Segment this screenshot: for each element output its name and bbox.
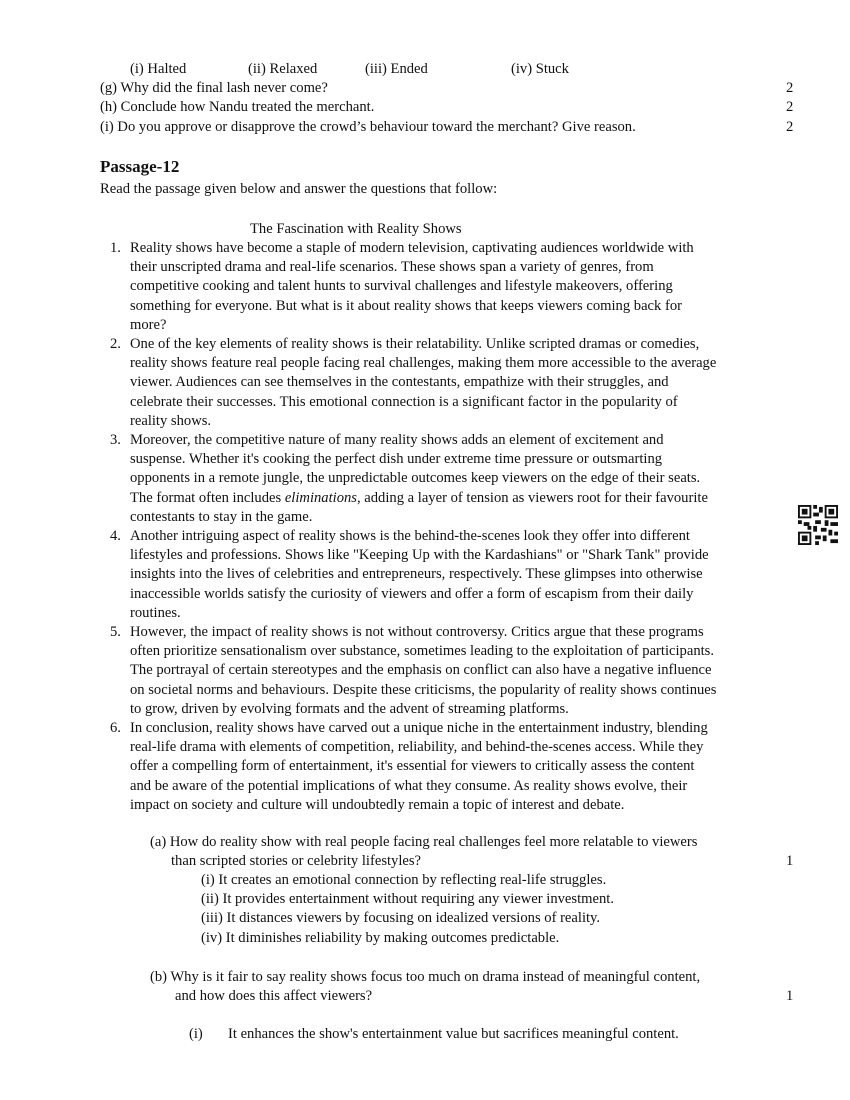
question-g-marks: 2 xyxy=(786,80,794,96)
paragraph-line: impact on society and culture will undoubtedly remain a topic of interest and debate. xyxy=(130,796,625,813)
paragraph-line: celebrate their successes. This emotional connection is a significant factor in the popularity of xyxy=(130,393,678,410)
paragraph-number: 4. xyxy=(110,528,121,544)
question-i: (i) Do you approve or disapprove the crowd’s behaviour toward the merchant? Give reason. xyxy=(100,119,636,135)
paragraph-line: opponents in a remote jungle, the unpredictable outcomes keep viewers on the edge of their seats. xyxy=(130,470,701,487)
paragraph-line: often prioritize sensationalism over substance, sometimes leading to the exploitation of participants. xyxy=(130,643,715,660)
paragraph-line: Reality shows have become a staple of modern television, captivating audiences worldwide with xyxy=(130,240,694,256)
question-b-option-1: It enhances the show's entertainment value but sacrifices meaningful content. xyxy=(228,1026,679,1042)
paragraph-2 xyxy=(110,335,802,431)
passage-title: The Fascination with Reality Shows xyxy=(250,221,462,237)
paragraph-line: suspense. Whether it's cooking the perfect dish under extreme time pressure or outsmarting xyxy=(130,451,663,468)
paragraph-line: something for everyone. But what is it about reality shows that keeps viewers coming back for xyxy=(130,297,682,314)
question-h-marks: 2 xyxy=(786,99,794,115)
paragraph-6 xyxy=(110,719,802,815)
paragraph-1 xyxy=(110,239,802,335)
paragraph-line: to grow, driven by evolving formats and the advent of streaming platforms. xyxy=(130,700,569,717)
paragraph-number: 1. xyxy=(110,240,121,256)
paragraph-line: inaccessible worlds satisfy the curiosity of viewers and offer a form of escapism from their daily xyxy=(130,585,694,602)
paragraph-line: In conclusion, reality shows have carved out a unique niche in the entertainment industry, blending xyxy=(130,720,708,736)
question-b-option-1-number: (i) xyxy=(189,1026,203,1042)
paragraph-line: The portrayal of certain stereotypes and the emphasis on conflict can also have a negative influence xyxy=(130,662,712,679)
paragraph-4 xyxy=(110,527,802,623)
question-i-marks: 2 xyxy=(786,119,794,135)
paragraph-number: 6. xyxy=(110,720,121,736)
question-a-option-1: (i) It creates an emotional connection by reflecting real-life struggles. xyxy=(201,872,607,888)
paragraph-number: 5. xyxy=(110,624,121,640)
paragraph-number: 2. xyxy=(110,336,121,352)
paragraph-line: One of the key elements of reality shows is their relatability. Unlike scripted dramas or comedies, xyxy=(130,336,700,352)
paragraph-line: on societal norms and behaviours. Despite these criticisms, the popularity of reality shows continues xyxy=(130,681,717,698)
option-halted: (i) Halted xyxy=(130,61,187,77)
paragraph-line: Moreover, the competitive nature of many reality shows adds an element of excitement and xyxy=(130,432,664,448)
paragraph-line: insights into the lives of celebrities and entrepreneurs, respectively. These glimpses into otherwise xyxy=(130,566,703,583)
paragraph-line: viewer. Audiences can see themselves in the contestants, empathize with their struggles, and xyxy=(130,374,669,391)
paragraph-number: 3. xyxy=(110,432,121,448)
paragraph-line: competitive cooking and talent hunts to survival challenges and lifestyle makeovers, offering xyxy=(130,278,673,295)
paragraph-line: Another intriguing aspect of reality shows is the behind-the-scenes look they offer into different xyxy=(130,528,690,544)
question-b-line1: (b) Why is it fair to say reality shows focus too much on drama instead of meaningful content, xyxy=(150,969,701,985)
question-a-line1: (a) How do reality show with real people facing real challenges feel more relatable to viewers xyxy=(150,834,698,850)
paragraph-line: reality shows feature real people facing real challenges, making them more accessible to the average xyxy=(130,355,717,372)
paragraph-line: and be aware of the potential implications of what they consume. As reality shows evolve, their xyxy=(130,777,688,794)
passage-instruction: Read the passage given below and answer the questions that follow: xyxy=(100,181,498,197)
paragraph-line: routines. xyxy=(130,604,181,621)
paragraph-line: lifestyles and professions. Shows like "Keeping Up with the Kardashians" or "Shark Tank" provide xyxy=(130,547,709,564)
option-relaxed: (ii) Relaxed xyxy=(248,61,318,77)
paragraph-5 xyxy=(110,623,802,719)
paragraph-line: their unscripted drama and real-life scenarios. These shows span a variety of genres, from xyxy=(130,259,654,276)
paragraph-3 xyxy=(110,431,802,527)
question-b-marks: 1 xyxy=(786,988,794,1004)
paragraph-line: offer a compelling form of entertainment, it's essential for viewers to critically assess the content xyxy=(130,758,695,775)
question-a-option-4: (iv) It diminishes reliability by making outcomes predictable. xyxy=(201,930,560,946)
paragraph-line: more? xyxy=(130,316,167,333)
question-a-marks: 1 xyxy=(786,853,794,869)
option-stuck: (iv) Stuck xyxy=(511,61,569,77)
question-a-option-2: (ii) It provides entertainment without requiring any viewer investment. xyxy=(201,891,614,907)
option-ended: (iii) Ended xyxy=(365,61,428,77)
paragraph-line: However, the impact of reality shows is not without controversy. Critics argue that these programs xyxy=(130,624,704,640)
question-a-option-3: (iii) It distances viewers by focusing on idealized versions of reality. xyxy=(201,910,601,926)
question-a-line2: than scripted stories or celebrity lifestyles? xyxy=(171,853,422,869)
paragraph-line: reality shows. xyxy=(130,412,212,429)
question-b-line2: and how does this affect viewers? xyxy=(175,988,373,1004)
paragraph-line: real-life drama with elements of competition, reliability, and behind-the-scenes access. While they xyxy=(130,739,704,756)
paragraph-line-eliminations: The format often includes eliminations, adding a layer of tension as viewers root for their favourite xyxy=(130,489,708,506)
qr-code-icon xyxy=(798,505,838,545)
question-g: (g) Why did the final lash never come? xyxy=(100,80,328,96)
passage-heading: Passage-12 xyxy=(100,157,180,176)
paragraph-line: contestants to stay in the game. xyxy=(130,508,313,525)
question-h: (h) Conclude how Nandu treated the merchant. xyxy=(100,99,375,115)
